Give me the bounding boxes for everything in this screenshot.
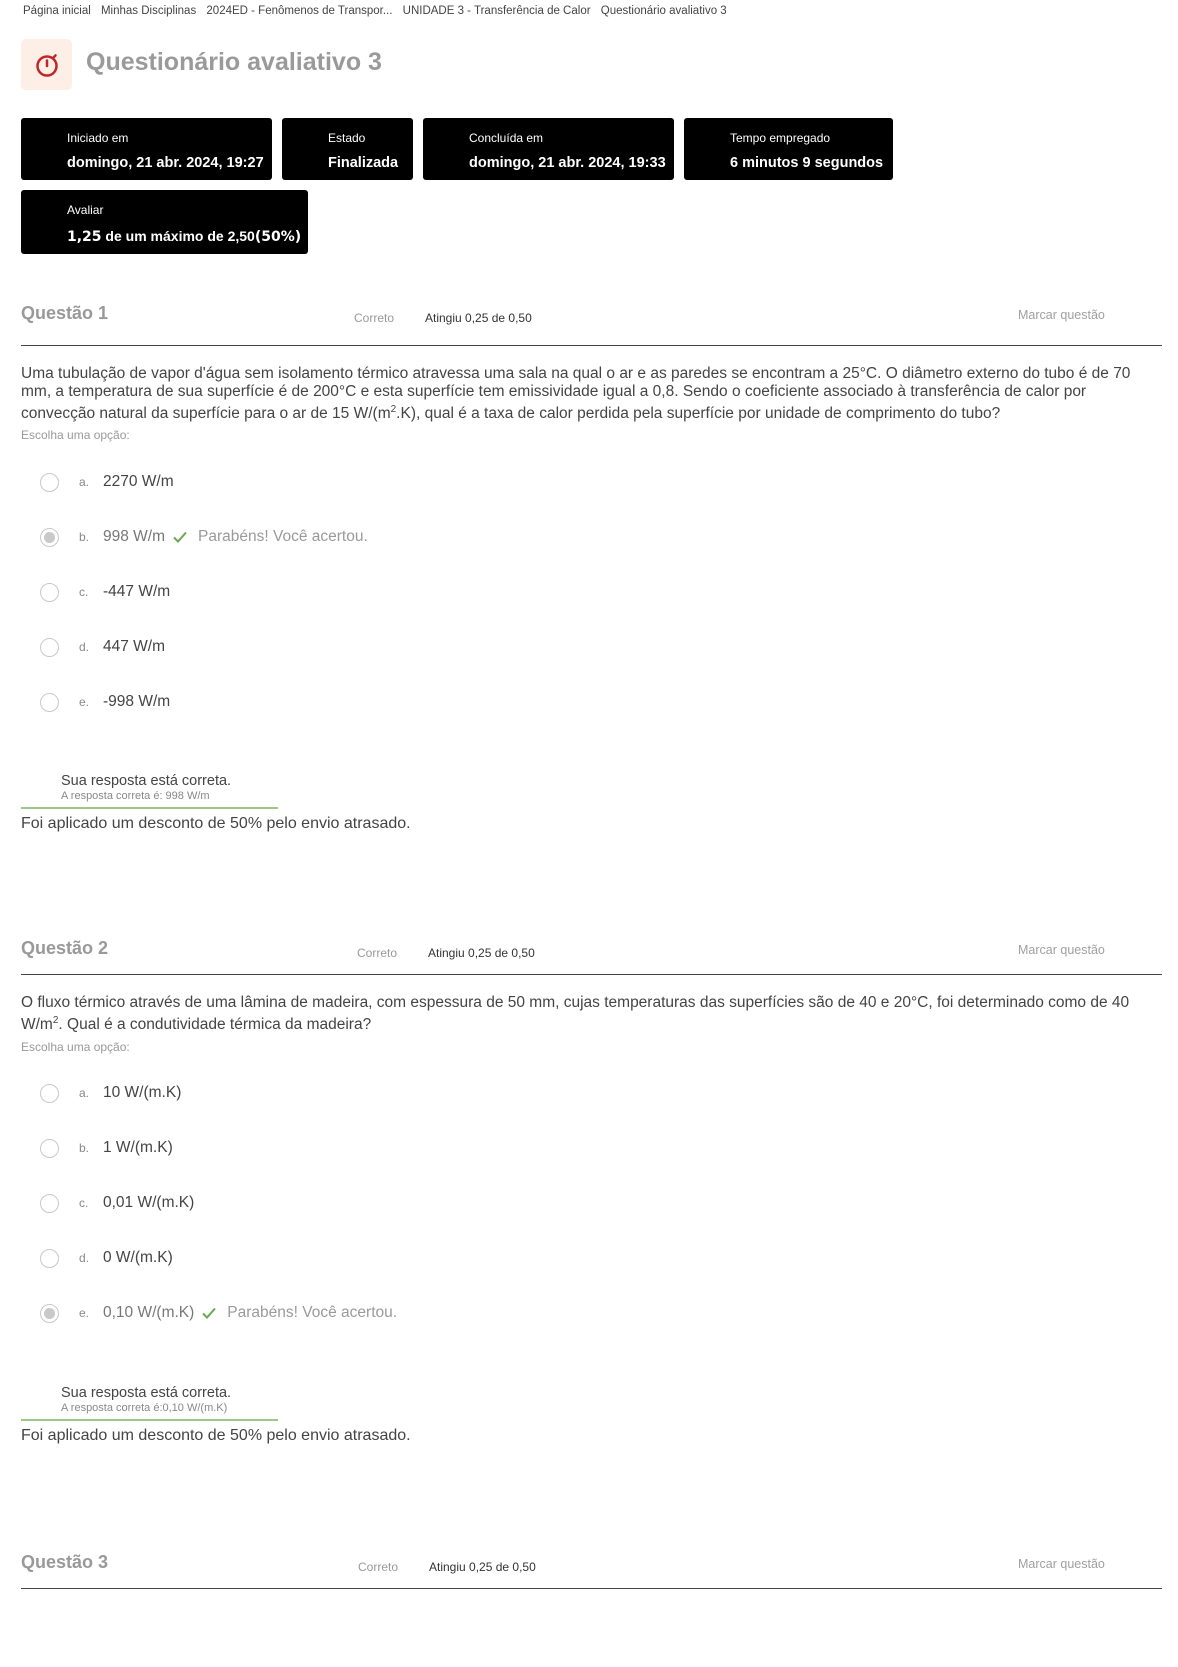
- option-letter: d.: [79, 640, 90, 654]
- summary-time: [684, 118, 893, 180]
- time-value: 6 minutos 9 segundos: [730, 155, 884, 171]
- option-d[interactable]: [40, 635, 165, 659]
- option-letter: c.: [79, 1196, 89, 1210]
- option-text: 447 W/m: [103, 638, 166, 655]
- time-label: Tempo empregado: [730, 131, 831, 145]
- flag-question-button[interactable]: Marcar questão: [1018, 1557, 1105, 1571]
- radio-button[interactable]: [40, 473, 59, 492]
- feedback-text: Parabéns! Você acertou.: [198, 528, 368, 545]
- question-text-a: O fluxo térmico através de uma lâmina de madeira, com espessura de 50 mm, cujas temperaturas das superfícies são de 40 e 20°C, foi determinado como de 40 W/m: [21, 994, 1130, 1034]
- state-value: Finalizada: [328, 155, 399, 171]
- option-letter: c.: [79, 585, 89, 599]
- question-title: Questão 3: [21, 1552, 109, 1572]
- summary-started: [21, 118, 272, 180]
- breadcrumb-home[interactable]: Página inicial: [23, 5, 91, 17]
- stopwatch-icon: [21, 39, 72, 90]
- breadcrumb-unit[interactable]: UNIDADE 3 - Transferência de Calor: [402, 5, 591, 17]
- grade-percent: (50%): [254, 229, 302, 245]
- option-text: 10 W/(m.K): [103, 1084, 182, 1101]
- option-text: 0,10 W/(m.K): [103, 1304, 195, 1321]
- divider: [21, 974, 1162, 975]
- grade-score: 1,25: [67, 229, 102, 245]
- question-grade: Atingiu 0,25 de 0,50: [429, 1560, 536, 1574]
- radio-button[interactable]: [40, 693, 59, 712]
- radio-button[interactable]: [40, 638, 59, 657]
- completed-label: Concluída em: [469, 131, 544, 145]
- question-grade: Atingiu 0,25 de 0,50: [428, 946, 535, 960]
- option-text: 1 W/(m.K): [103, 1139, 173, 1156]
- feedback-text: Parabéns! Você acertou.: [227, 1304, 398, 1321]
- option-letter: b.: [79, 1141, 90, 1155]
- divider: [21, 1588, 1162, 1589]
- correct-answer: A resposta correta é: 998 W/m: [61, 790, 210, 802]
- question-title: Questão 2: [21, 938, 109, 958]
- option-a[interactable]: [40, 470, 174, 494]
- question-text-a: Uma tubulação de vapor d'água sem isolamento térmico atravessa uma sala na qual o ar e as paredes se encontram a 25°C. O diâmetro externo do tubo é de 70 mm, a temperatura de sua superfície é de 200°C e esta superfície tem emissividade igual a 0,8. Sendo o coeficiente associado à transferência de calor por convecção natural da superfície para o ar de 15 W/(m: [21, 365, 1131, 423]
- option-b[interactable]: [40, 1136, 173, 1160]
- grade-max: 2,50: [227, 228, 255, 244]
- radio-button[interactable]: [40, 583, 59, 602]
- grade-label: Avaliar: [67, 203, 104, 217]
- option-a[interactable]: [40, 1081, 181, 1105]
- completed-value: domingo, 21 abr. 2024, 19:33: [469, 155, 666, 171]
- radio-button[interactable]: [40, 1084, 59, 1103]
- flag-question-button[interactable]: Marcar questão: [1018, 943, 1105, 957]
- question-text: [21, 994, 1162, 1034]
- check-icon: [201, 1305, 217, 1321]
- late-penalty-note: Foi aplicado um desconto de 50% pelo envio atrasado.: [21, 815, 411, 832]
- summary-state: [282, 118, 413, 180]
- started-value: domingo, 21 abr. 2024, 19:27: [67, 155, 264, 171]
- option-text: 0 W/(m.K): [103, 1249, 173, 1266]
- question-text-b: . Qual é a condutividade térmica da madeira?: [58, 1016, 372, 1034]
- radio-button-selected[interactable]: [40, 1304, 59, 1323]
- option-e[interactable]: [40, 1301, 397, 1325]
- breadcrumb-course[interactable]: 2024ED - Fenômenos de Transpor...: [206, 5, 393, 17]
- option-letter: d.: [79, 1251, 90, 1265]
- correct-answer: A resposta correta é:0,10 W/(m.K): [61, 1402, 228, 1414]
- question-text-b: .K), qual é a taxa de calor perdida pela superfície por unidade de comprimento do tubo?: [396, 405, 1001, 423]
- feedback-correct: Sua resposta está correta.: [61, 1385, 232, 1401]
- late-penalty-note: Foi aplicado um desconto de 50% pelo envio atrasado.: [21, 1427, 411, 1444]
- option-letter: a.: [79, 475, 90, 489]
- divider: [21, 345, 1162, 346]
- option-text: -447 W/m: [103, 583, 171, 600]
- choose-prompt: Escolha uma opção:: [21, 428, 130, 442]
- state-label: Estado: [328, 131, 366, 145]
- option-letter: e.: [79, 1306, 90, 1320]
- question-state: Correto: [358, 1560, 399, 1574]
- option-text: -998 W/m: [103, 693, 171, 710]
- option-b[interactable]: [40, 525, 368, 549]
- radio-button[interactable]: [40, 1139, 59, 1158]
- summary-completed: [423, 118, 674, 180]
- option-text: 998 W/m: [103, 528, 166, 545]
- option-d[interactable]: [40, 1246, 173, 1270]
- radio-button[interactable]: [40, 1249, 59, 1268]
- option-letter: b.: [79, 530, 90, 544]
- question-state: Correto: [357, 946, 398, 960]
- option-text: 2270 W/m: [103, 473, 174, 490]
- radio-button-selected[interactable]: [40, 528, 59, 547]
- flag-question-button[interactable]: Marcar questão: [1018, 308, 1105, 322]
- question-text-sup: 2: [52, 1015, 59, 1026]
- question-text-sup: 2: [390, 404, 397, 415]
- option-text: 0,01 W/(m.K): [103, 1194, 195, 1211]
- question-state: Correto: [354, 311, 395, 325]
- question-title: Questão 1: [21, 303, 109, 323]
- breadcrumb: [23, 5, 734, 17]
- choose-prompt: Escolha uma opção:: [21, 1040, 130, 1054]
- option-c[interactable]: [40, 580, 170, 604]
- question-text: [21, 365, 1162, 423]
- feedback-correct: Sua resposta está correta.: [61, 773, 232, 789]
- option-letter: e.: [79, 695, 90, 709]
- summary-grade: [21, 190, 308, 254]
- grade-mid: de um máximo de: [101, 228, 228, 244]
- option-letter: a.: [79, 1086, 90, 1100]
- option-c[interactable]: [40, 1191, 194, 1215]
- check-icon: [172, 529, 188, 545]
- breadcrumb-quiz[interactable]: Questionário avaliativo 3: [600, 5, 727, 17]
- radio-button[interactable]: [40, 1194, 59, 1213]
- question-grade: Atingiu 0,25 de 0,50: [425, 311, 532, 325]
- breadcrumb-my-courses[interactable]: Minhas Disciplinas: [100, 5, 197, 17]
- page-title: Questionário avaliativo 3: [86, 48, 382, 76]
- option-e[interactable]: [40, 690, 170, 714]
- started-label: Iniciado em: [67, 131, 129, 145]
- grade-value: [67, 228, 301, 245]
